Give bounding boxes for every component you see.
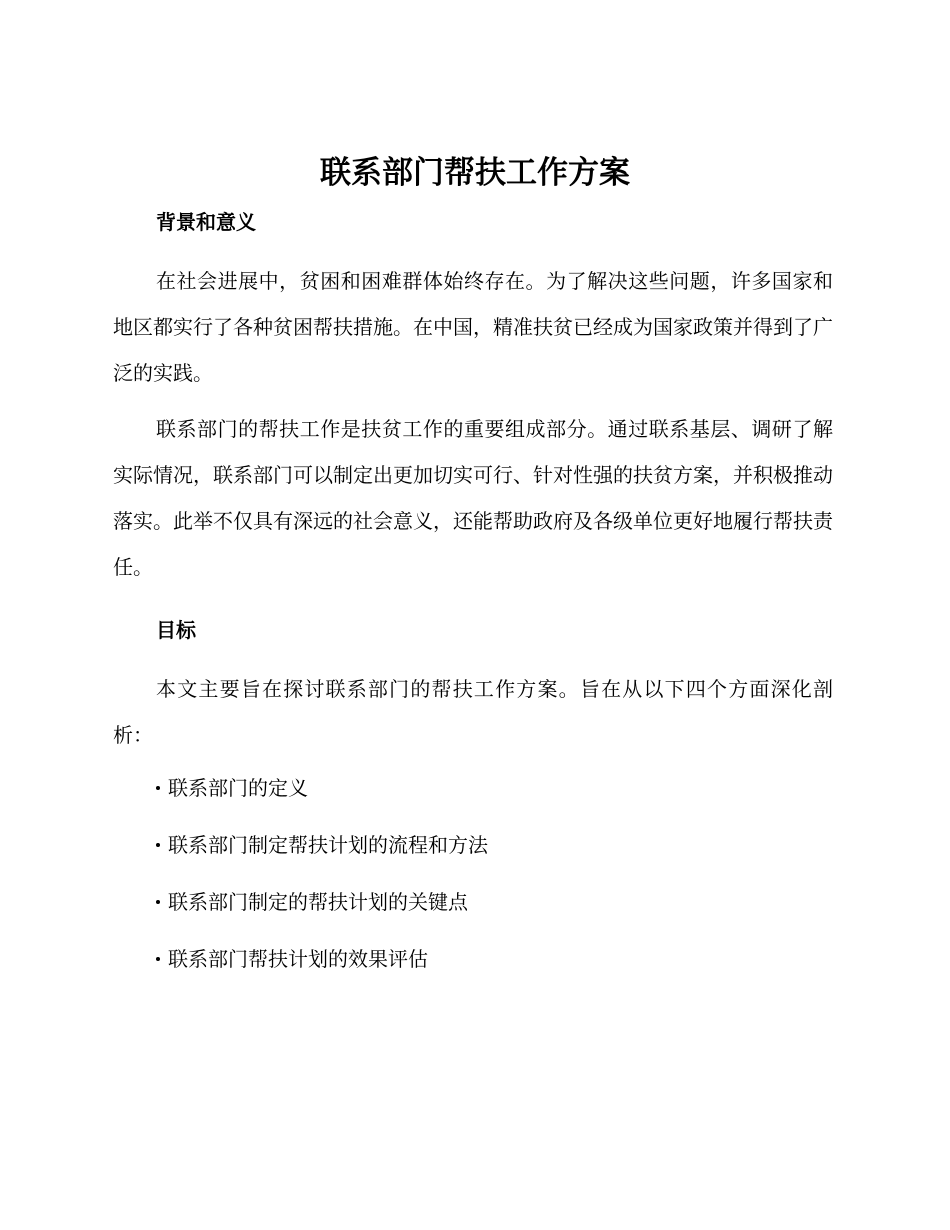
section-heading-goals: 目标 — [156, 618, 196, 642]
list-item — [156, 827, 833, 863]
list-item-text: 联系部门制定帮扶计划的流程和方法 — [168, 833, 488, 857]
list-item-text: 联系部门制定的帮扶计划的关键点 — [168, 890, 468, 914]
document-title: 联系部门帮扶工作方案 — [320, 155, 630, 191]
bullet-icon — [156, 957, 160, 961]
paragraph-background-2: 联系部门的帮扶工作是扶贫工作的重要组成部分。通过联系基层、调研了解实际情况，联系部门可以制定出更加切实可行、针对性强的扶贫方案，并积极推动落实。此举不仅具有深远的社会意义，还能帮助政府及各级单位更好地履行帮扶责任。 — [113, 417, 833, 579]
paragraph-background-1: 在社会进展中，贫困和困难群体始终存在。为了解决这些问题，许多国家和地区都实行了各种贫困帮扶措施。在中国，精准扶贫已经成为国家政策并得到了广泛的实践。 — [113, 269, 833, 385]
paragraph-goals-1: 本文主要旨在探讨联系部门的帮扶工作方案。旨在从以下四个方面深化剖析： — [113, 677, 833, 747]
bullet-icon — [156, 843, 160, 847]
document-body — [113, 200, 833, 998]
list-item — [156, 884, 833, 920]
list-item — [156, 941, 833, 977]
list-item-text: 联系部门帮扶计划的效果评估 — [168, 947, 428, 971]
list-item — [156, 770, 833, 806]
bullet-icon — [156, 786, 160, 790]
bullet-icon — [156, 900, 160, 904]
section-heading-background: 背景和意义 — [156, 210, 256, 234]
list-item-text: 联系部门的定义 — [168, 776, 308, 800]
goals-list — [113, 770, 833, 977]
